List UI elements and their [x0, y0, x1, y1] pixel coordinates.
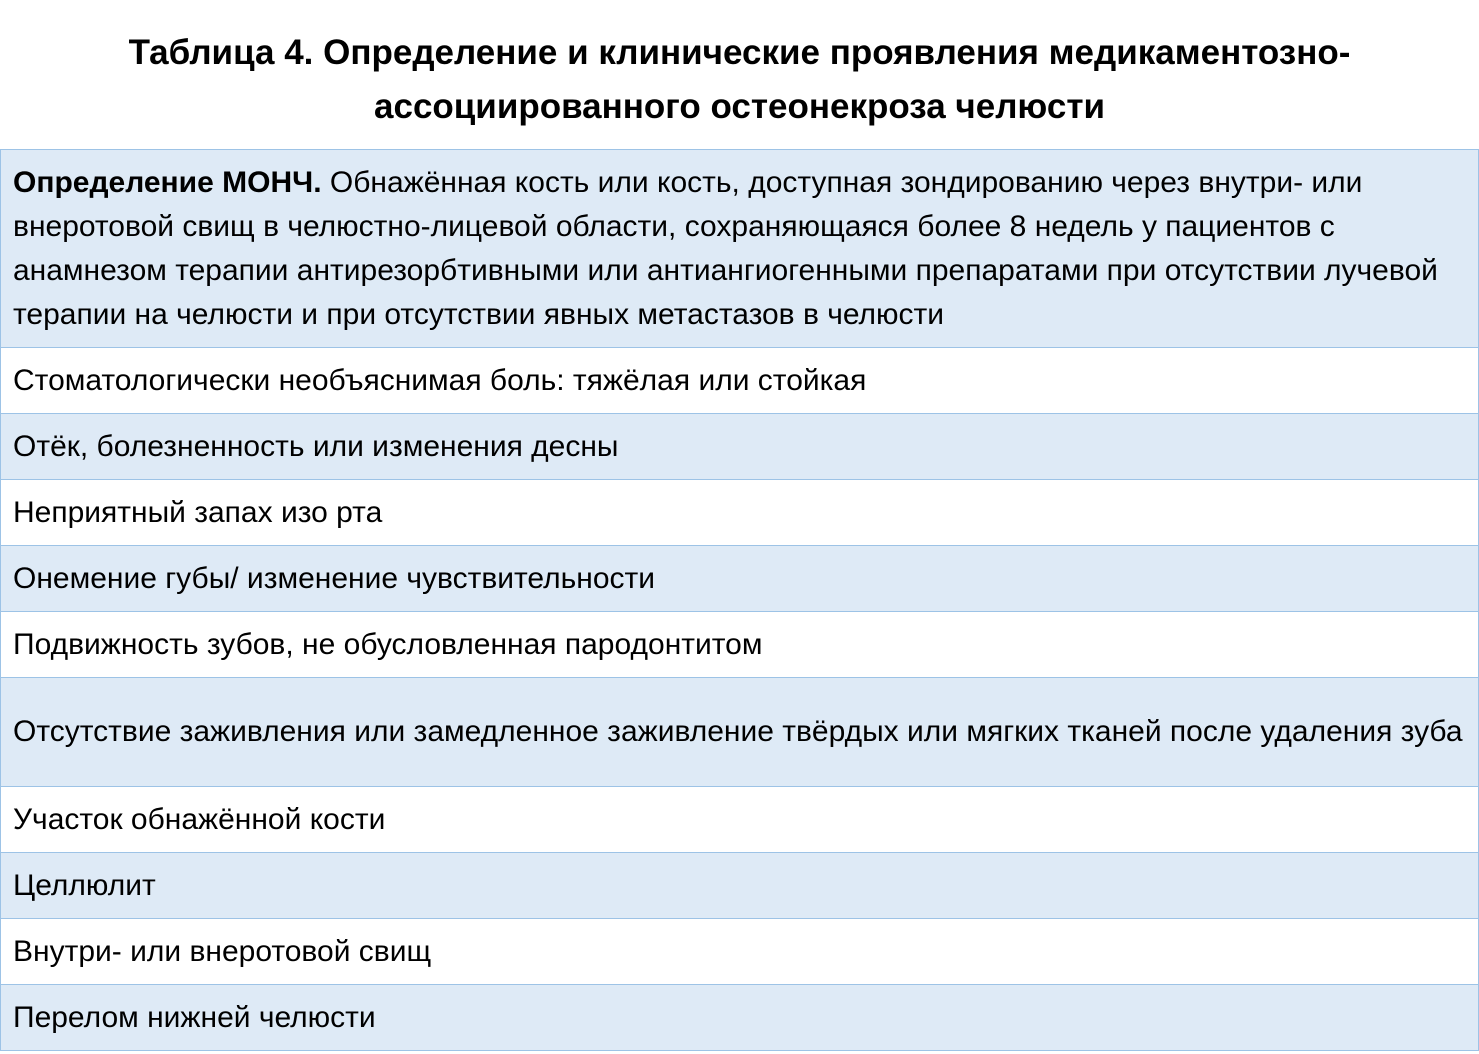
table-cell: Неприятный запах изо рта: [1, 480, 1479, 546]
table-row: [1, 480, 1479, 546]
table-row: [1, 787, 1479, 853]
table-cell: Онемение губы/ изменение чувствительности: [1, 546, 1479, 612]
table-cell: Подвижность зубов, не обусловленная пародонтитом: [1, 612, 1479, 678]
table-row: [1, 612, 1479, 678]
manifestations-table: [0, 149, 1479, 1051]
table-row: [1, 985, 1479, 1051]
table-title: [0, 0, 1479, 149]
definition-text: Обнажённая кость или кость, доступная зондированию через внутри- или внеротовой свищ в челюстно-лицевой области, сохраняющаяся более 8 недель у пациентов с анамнезом терапии антирезорбтивными или антиангиогенными препаратами при отсутствии лучевой терапии на челюсти и при отсутствии явных метастазов в челюсти: [13, 165, 1438, 331]
table-row: [1, 414, 1479, 480]
definition-label: Определение МОНЧ.: [13, 165, 322, 199]
table-cell: Внутри- или внеротовой свищ: [1, 919, 1479, 985]
table-row: [1, 853, 1479, 919]
table-cell: Стоматологически необъяснимая боль: тяжёлая или стойкая: [1, 348, 1479, 414]
definition-row: [1, 150, 1479, 348]
table-row: [1, 348, 1479, 414]
table-cell: Целлюлит: [1, 853, 1479, 919]
table-title-line-1: Таблица 4. Определение и клинические проявления медикаментозно-: [128, 33, 1351, 72]
definition-cell: [1, 150, 1479, 348]
table-title-line-2: ассоциированного остеонекроза челюсти: [374, 87, 1105, 126]
table-cell: Отёк, болезненность или изменения десны: [1, 414, 1479, 480]
table-cell: Перелом нижней челюсти: [1, 985, 1479, 1051]
table-row: [1, 678, 1479, 787]
table-row: [1, 546, 1479, 612]
table-cell: Участок обнажённой кости: [1, 787, 1479, 853]
table-row: [1, 919, 1479, 985]
table-cell: Отсутствие заживления или замедленное заживление твёрдых или мягких тканей после удаления зуба: [1, 678, 1479, 787]
